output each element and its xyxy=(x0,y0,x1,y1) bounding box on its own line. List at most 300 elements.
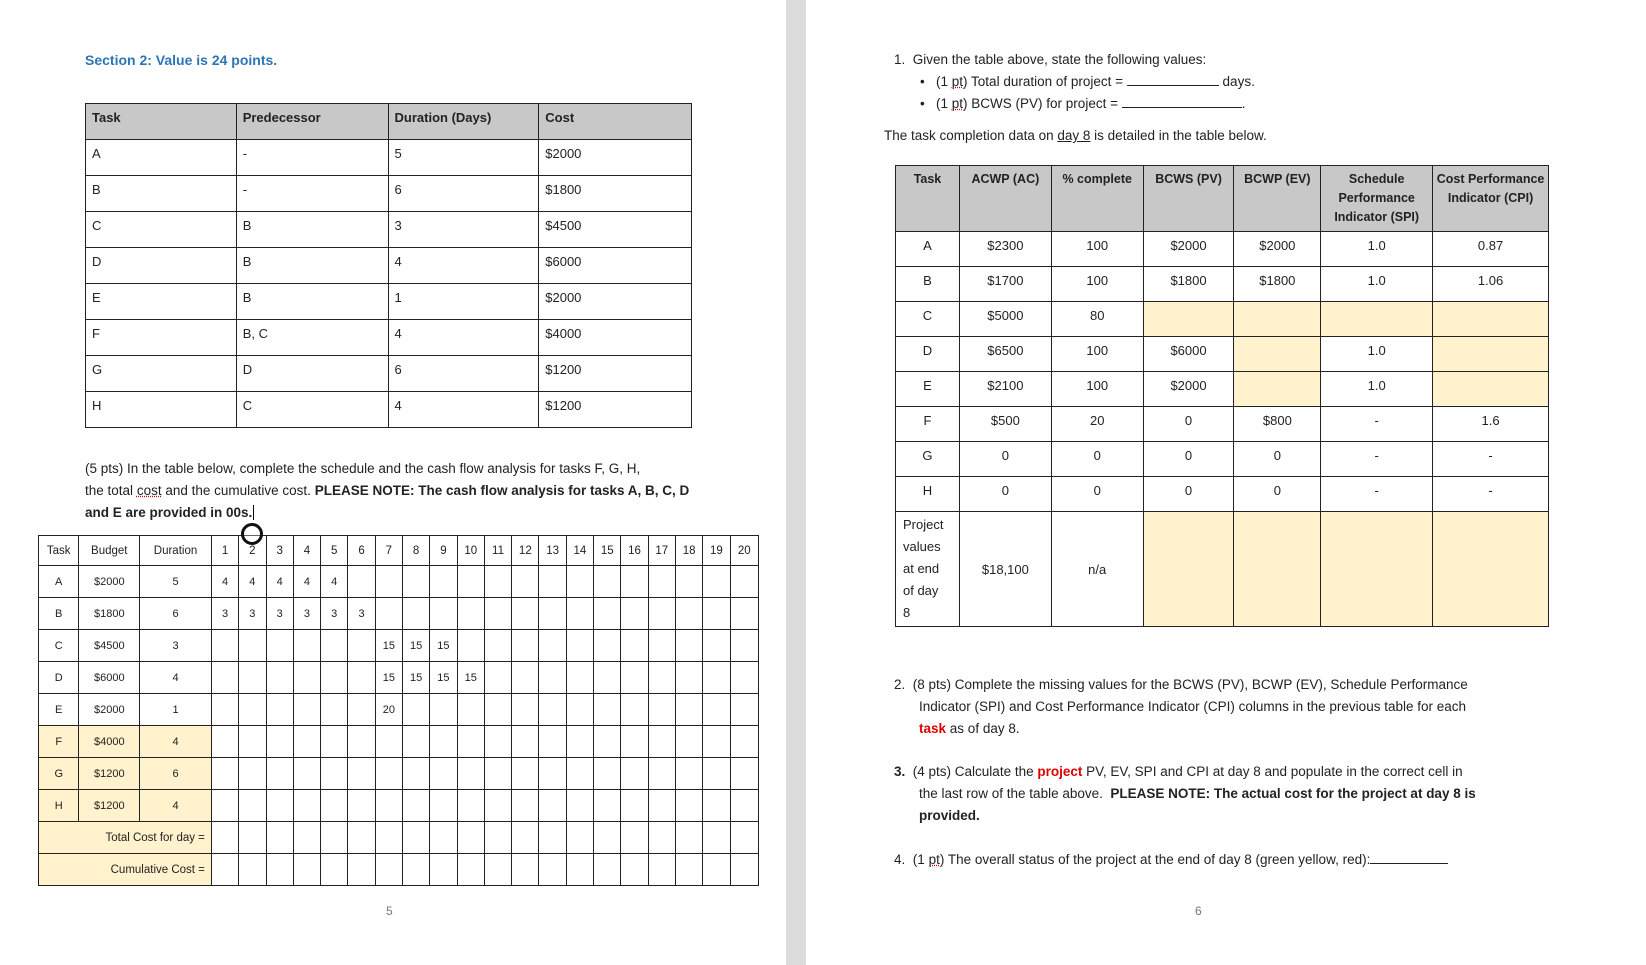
schedule-day-cell[interactable] xyxy=(512,726,539,758)
schedule-day-cell[interactable] xyxy=(566,758,593,790)
task-table-cell: 4 xyxy=(388,320,539,356)
schedule-day-cell[interactable] xyxy=(703,566,730,598)
schedule-day-cell[interactable] xyxy=(539,598,566,630)
schedule-day-cell[interactable] xyxy=(430,758,457,790)
bcws-blank[interactable] xyxy=(1122,94,1242,108)
schedule-task: G xyxy=(39,758,79,790)
schedule-day-cell[interactable] xyxy=(730,598,758,630)
schedule-day-cell[interactable] xyxy=(348,694,375,726)
schedule-summary-cell[interactable] xyxy=(703,854,730,886)
evm-table xyxy=(895,165,1549,627)
q3-number: 3. xyxy=(894,764,906,779)
schedule-day-cell[interactable] xyxy=(239,726,266,758)
schedule-day-cell[interactable] xyxy=(484,726,511,758)
schedule-summary-cell[interactable] xyxy=(321,854,348,886)
question-2 xyxy=(894,674,1614,740)
schedule-day-cell[interactable] xyxy=(621,630,648,662)
schedule-day-cell[interactable] xyxy=(239,662,266,694)
schedule-day-cell[interactable] xyxy=(402,758,429,790)
schedule-summary-cell[interactable] xyxy=(648,854,675,886)
schedule-day-cell[interactable]: 15 xyxy=(375,662,402,694)
schedule-day-cell[interactable] xyxy=(594,630,621,662)
schedule-header: 17 xyxy=(648,536,675,566)
schedule-day-cell[interactable] xyxy=(648,694,675,726)
evm-cell: - xyxy=(1321,407,1433,442)
instr-note-1: PLEASE NOTE: The cash flow analysis for tasks A, B, C, D xyxy=(314,483,690,498)
schedule-day-cell[interactable] xyxy=(594,566,621,598)
schedule-day-cell[interactable] xyxy=(539,694,566,726)
schedule-day-cell[interactable]: 15 xyxy=(430,630,457,662)
schedule-day-cell[interactable] xyxy=(402,566,429,598)
instr-text-2: the total xyxy=(85,483,134,498)
schedule-summary-cell[interactable] xyxy=(621,822,648,854)
evm-project-answer-cell[interactable] xyxy=(1143,512,1234,627)
schedule-day-cell[interactable] xyxy=(266,630,293,662)
schedule-day-cell[interactable] xyxy=(539,790,566,822)
schedule-day-cell[interactable] xyxy=(730,694,758,726)
schedule-day-cell[interactable] xyxy=(675,598,702,630)
evm-cell[interactable] xyxy=(1234,372,1321,407)
schedule-day-cell[interactable] xyxy=(648,630,675,662)
evm-header: BCWS (PV) xyxy=(1143,166,1234,232)
evm-project-row xyxy=(896,512,1549,627)
schedule-day-cell[interactable] xyxy=(648,566,675,598)
schedule-day-cell[interactable] xyxy=(648,662,675,694)
schedule-day-cell[interactable] xyxy=(239,790,266,822)
evm-cell[interactable] xyxy=(1234,337,1321,372)
schedule-day-cell[interactable] xyxy=(321,662,348,694)
evm-header: Schedule Performance Indicator (SPI) xyxy=(1321,166,1433,232)
schedule-day-cell[interactable] xyxy=(457,790,484,822)
schedule-header: 2 xyxy=(239,536,266,566)
schedule-header: 3 xyxy=(266,536,293,566)
schedule-day-cell[interactable] xyxy=(266,726,293,758)
q1-b2-text: BCWS (PV) for project = xyxy=(971,96,1118,111)
evm-cell: $2000 xyxy=(1143,232,1234,267)
schedule-day-cell[interactable]: 15 xyxy=(430,662,457,694)
evm-cell[interactable] xyxy=(1234,302,1321,337)
schedule-summary-cell[interactable] xyxy=(430,822,457,854)
schedule-day-cell[interactable]: 3 xyxy=(266,598,293,630)
schedule-summary-cell[interactable] xyxy=(348,854,375,886)
question-4 xyxy=(894,849,1614,871)
schedule-day-cell[interactable] xyxy=(457,726,484,758)
schedule-summary-cell[interactable] xyxy=(402,822,429,854)
schedule-day-cell[interactable] xyxy=(539,630,566,662)
schedule-day-cell[interactable] xyxy=(321,790,348,822)
schedule-day-cell[interactable] xyxy=(211,662,238,694)
schedule-day-cell[interactable] xyxy=(594,726,621,758)
schedule-budget: $6000 xyxy=(79,662,140,694)
schedule-day-cell[interactable] xyxy=(594,758,621,790)
schedule-day-cell[interactable] xyxy=(430,726,457,758)
q2-line1: (8 pts) Complete the missing values for the BCWS (PV), BCWP (EV), Schedule Performance xyxy=(912,677,1468,692)
schedule-day-cell[interactable] xyxy=(484,598,511,630)
task-table xyxy=(85,103,692,428)
schedule-summary-cell[interactable] xyxy=(239,822,266,854)
schedule-day-cell[interactable]: 3 xyxy=(211,598,238,630)
evm-cell[interactable] xyxy=(1433,337,1549,372)
schedule-summary-cell[interactable] xyxy=(675,854,702,886)
schedule-day-cell[interactable] xyxy=(293,790,320,822)
schedule-day-cell[interactable] xyxy=(293,662,320,694)
schedule-summary-cell[interactable] xyxy=(621,854,648,886)
schedule-header: 16 xyxy=(621,536,648,566)
evm-cell[interactable] xyxy=(1433,302,1549,337)
schedule-header: 8 xyxy=(402,536,429,566)
schedule-summary-cell[interactable] xyxy=(402,854,429,886)
schedule-day-cell[interactable] xyxy=(484,630,511,662)
schedule-summary-cell[interactable] xyxy=(539,822,566,854)
schedule-summary-cell[interactable] xyxy=(539,854,566,886)
evm-cell: 0 xyxy=(1143,407,1234,442)
schedule-day-cell[interactable]: 4 xyxy=(266,566,293,598)
schedule-day-cell[interactable] xyxy=(675,758,702,790)
evm-project-answer-cell[interactable] xyxy=(1321,512,1433,627)
schedule-summary-cell[interactable] xyxy=(675,822,702,854)
page-6 xyxy=(806,0,1646,965)
schedule-day-cell[interactable] xyxy=(675,566,702,598)
schedule-day-cell[interactable] xyxy=(266,758,293,790)
schedule-day-cell[interactable] xyxy=(348,662,375,694)
schedule-day-cell[interactable] xyxy=(321,694,348,726)
evm-row xyxy=(896,267,1549,302)
evm-cell: $1800 xyxy=(1143,267,1234,302)
schedule-summary-cell[interactable] xyxy=(266,854,293,886)
schedule-day-cell[interactable] xyxy=(457,694,484,726)
schedule-summary-cell[interactable] xyxy=(321,822,348,854)
evm-row xyxy=(896,372,1549,407)
schedule-day-cell[interactable] xyxy=(621,566,648,598)
schedule-day-cell[interactable] xyxy=(730,566,758,598)
schedule-day-cell[interactable] xyxy=(211,758,238,790)
evm-cell: $800 xyxy=(1234,407,1321,442)
schedule-day-cell[interactable] xyxy=(539,662,566,694)
schedule-day-cell[interactable] xyxy=(484,566,511,598)
schedule-summary-cell[interactable] xyxy=(730,822,758,854)
evm-cell[interactable] xyxy=(1321,302,1433,337)
schedule-day-cell[interactable] xyxy=(512,790,539,822)
schedule-summary-cell[interactable] xyxy=(430,854,457,886)
schedule-day-cell[interactable] xyxy=(648,790,675,822)
schedule-header: Duration xyxy=(140,536,212,566)
evm-project-pct: n/a xyxy=(1051,512,1143,627)
schedule-day-cell[interactable] xyxy=(402,726,429,758)
schedule-day-cell[interactable] xyxy=(730,790,758,822)
schedule-day-cell[interactable] xyxy=(239,758,266,790)
task-table-cell: $4000 xyxy=(539,320,692,356)
schedule-day-cell[interactable] xyxy=(375,726,402,758)
schedule-day-cell[interactable] xyxy=(211,790,238,822)
schedule-day-cell[interactable] xyxy=(730,662,758,694)
schedule-day-cell[interactable] xyxy=(211,630,238,662)
q4-number: 4. xyxy=(894,852,906,867)
schedule-summary-cell[interactable] xyxy=(484,822,511,854)
schedule-day-cell[interactable] xyxy=(239,694,266,726)
schedule-day-cell[interactable] xyxy=(348,758,375,790)
evm-cell: - xyxy=(1321,442,1433,477)
schedule-day-cell[interactable] xyxy=(621,598,648,630)
evm-cell: 1.0 xyxy=(1321,372,1433,407)
schedule-day-cell[interactable] xyxy=(703,726,730,758)
schedule-day-cell[interactable] xyxy=(430,694,457,726)
schedule-day-cell[interactable]: 20 xyxy=(375,694,402,726)
evm-cell: 1.0 xyxy=(1321,267,1433,302)
schedule-day-cell[interactable] xyxy=(430,790,457,822)
schedule-day-cell[interactable] xyxy=(484,790,511,822)
evm-cell: 100 xyxy=(1051,372,1143,407)
schedule-day-cell[interactable] xyxy=(703,598,730,630)
schedule-duration: 6 xyxy=(140,758,212,790)
schedule-day-cell[interactable] xyxy=(348,630,375,662)
schedule-row xyxy=(39,662,759,694)
evm-header: Cost Performance Indicator (CPI) xyxy=(1433,166,1549,232)
schedule-day-cell[interactable] xyxy=(594,662,621,694)
task-table-cell: 6 xyxy=(388,176,539,212)
schedule-summary-label: Cumulative Cost = xyxy=(39,854,212,886)
task-table-cell: B, C xyxy=(236,320,388,356)
task-table-cell: 4 xyxy=(388,248,539,284)
schedule-day-cell[interactable] xyxy=(321,630,348,662)
schedule-day-cell[interactable] xyxy=(402,694,429,726)
schedule-day-cell[interactable] xyxy=(675,790,702,822)
task-table-cell: F xyxy=(86,320,237,356)
schedule-day-cell[interactable] xyxy=(457,566,484,598)
task-table-row xyxy=(86,212,692,248)
schedule-day-cell[interactable] xyxy=(293,694,320,726)
task-table-cell: $4500 xyxy=(539,212,692,248)
schedule-summary-cell[interactable] xyxy=(648,822,675,854)
schedule-day-cell[interactable] xyxy=(703,790,730,822)
evm-cell: $6500 xyxy=(959,337,1051,372)
schedule-day-cell[interactable] xyxy=(321,758,348,790)
total-duration-blank[interactable] xyxy=(1127,72,1219,86)
schedule-day-cell[interactable] xyxy=(730,726,758,758)
schedule-summary-cell[interactable] xyxy=(566,822,593,854)
schedule-day-cell[interactable] xyxy=(512,566,539,598)
evm-cell[interactable] xyxy=(1143,302,1234,337)
schedule-day-cell[interactable]: 4 xyxy=(211,566,238,598)
schedule-day-cell[interactable] xyxy=(675,694,702,726)
schedule-day-cell[interactable] xyxy=(539,758,566,790)
schedule-day-cell[interactable] xyxy=(293,758,320,790)
schedule-day-cell[interactable] xyxy=(484,758,511,790)
evm-header: % complete xyxy=(1051,166,1143,232)
schedule-day-cell[interactable]: 3 xyxy=(293,598,320,630)
schedule-day-cell[interactable] xyxy=(703,694,730,726)
schedule-day-cell[interactable] xyxy=(402,790,429,822)
schedule-summary-cell[interactable] xyxy=(375,822,402,854)
schedule-header: Task xyxy=(39,536,79,566)
instr-word-cost: cost xyxy=(136,483,162,498)
evm-cell: 0 xyxy=(1143,477,1234,512)
schedule-day-cell[interactable] xyxy=(675,630,702,662)
schedule-summary-cell[interactable] xyxy=(703,822,730,854)
schedule-table xyxy=(38,535,759,886)
schedule-day-cell[interactable]: 4 xyxy=(293,566,320,598)
schedule-duration: 6 xyxy=(140,598,212,630)
schedule-header: 7 xyxy=(375,536,402,566)
schedule-day-cell[interactable] xyxy=(566,726,593,758)
schedule-row xyxy=(39,598,759,630)
schedule-summary-cell[interactable] xyxy=(348,822,375,854)
schedule-day-cell[interactable] xyxy=(512,758,539,790)
schedule-day-cell[interactable] xyxy=(621,726,648,758)
schedule-day-cell[interactable] xyxy=(375,758,402,790)
schedule-day-cell[interactable] xyxy=(484,662,511,694)
schedule-day-cell[interactable] xyxy=(621,790,648,822)
schedule-day-cell[interactable] xyxy=(266,694,293,726)
task-table-cell: - xyxy=(236,140,388,176)
schedule-summary-cell[interactable] xyxy=(293,854,320,886)
evm-project-label-line: at end xyxy=(903,561,940,576)
schedule-summary-cell[interactable] xyxy=(211,822,238,854)
evm-cell: 100 xyxy=(1051,267,1143,302)
schedule-summary-cell[interactable] xyxy=(512,854,539,886)
task-table-cell: G xyxy=(86,356,237,392)
schedule-day-cell[interactable] xyxy=(703,662,730,694)
schedule-task: A xyxy=(39,566,79,598)
schedule-summary-cell[interactable] xyxy=(293,822,320,854)
schedule-summary-row xyxy=(39,822,759,854)
schedule-day-cell[interactable] xyxy=(430,566,457,598)
schedule-summary-cell[interactable] xyxy=(211,854,238,886)
schedule-day-cell[interactable] xyxy=(293,630,320,662)
schedule-day-cell[interactable] xyxy=(566,630,593,662)
schedule-day-cell[interactable] xyxy=(457,758,484,790)
schedule-day-cell[interactable] xyxy=(512,598,539,630)
schedule-day-cell[interactable] xyxy=(239,630,266,662)
schedule-day-cell[interactable] xyxy=(512,662,539,694)
evm-project-answer-cell[interactable] xyxy=(1433,512,1549,627)
schedule-day-cell[interactable] xyxy=(211,694,238,726)
schedule-duration: 3 xyxy=(140,630,212,662)
schedule-day-cell[interactable]: 15 xyxy=(402,630,429,662)
schedule-day-cell[interactable] xyxy=(512,630,539,662)
schedule-day-cell[interactable] xyxy=(594,598,621,630)
task-table-cell: $1200 xyxy=(539,356,692,392)
schedule-summary-cell[interactable] xyxy=(566,854,593,886)
schedule-day-cell[interactable] xyxy=(321,726,348,758)
schedule-day-cell[interactable] xyxy=(648,598,675,630)
schedule-summary-cell[interactable] xyxy=(594,854,621,886)
schedule-day-cell[interactable]: 3 xyxy=(348,598,375,630)
schedule-summary-cell[interactable] xyxy=(375,854,402,886)
schedule-day-cell[interactable]: 15 xyxy=(457,662,484,694)
schedule-day-cell[interactable] xyxy=(348,566,375,598)
schedule-day-cell[interactable] xyxy=(348,726,375,758)
schedule-day-cell[interactable]: 15 xyxy=(402,662,429,694)
schedule-header: 12 xyxy=(512,536,539,566)
schedule-day-cell[interactable] xyxy=(211,726,238,758)
evm-project-label-line: 8 xyxy=(903,605,911,620)
schedule-day-cell[interactable] xyxy=(266,662,293,694)
schedule-day-cell[interactable] xyxy=(621,662,648,694)
schedule-summary-cell[interactable] xyxy=(512,822,539,854)
schedule-day-cell[interactable] xyxy=(730,758,758,790)
schedule-day-cell[interactable] xyxy=(594,790,621,822)
schedule-day-cell[interactable]: 4 xyxy=(239,566,266,598)
schedule-day-cell[interactable] xyxy=(402,598,429,630)
schedule-day-cell[interactable] xyxy=(566,790,593,822)
schedule-duration: 4 xyxy=(140,790,212,822)
schedule-row xyxy=(39,758,759,790)
schedule-day-cell[interactable] xyxy=(675,662,702,694)
schedule-day-cell[interactable]: 3 xyxy=(239,598,266,630)
schedule-day-cell[interactable] xyxy=(430,598,457,630)
schedule-day-cell[interactable] xyxy=(594,694,621,726)
schedule-row xyxy=(39,726,759,758)
schedule-task: B xyxy=(39,598,79,630)
schedule-day-cell[interactable] xyxy=(621,694,648,726)
task-table-cell: $2000 xyxy=(539,284,692,320)
schedule-summary-cell[interactable] xyxy=(484,854,511,886)
schedule-day-cell[interactable] xyxy=(566,566,593,598)
schedule-summary-cell[interactable] xyxy=(457,854,484,886)
schedule-day-cell[interactable] xyxy=(266,790,293,822)
evm-cell: 1.0 xyxy=(1321,232,1433,267)
schedule-day-cell[interactable] xyxy=(675,726,702,758)
q1-b1-text: Total duration of project = xyxy=(971,74,1124,89)
schedule-day-cell[interactable]: 4 xyxy=(321,566,348,598)
schedule-day-cell[interactable] xyxy=(648,758,675,790)
schedule-summary-cell[interactable] xyxy=(266,822,293,854)
schedule-day-cell[interactable] xyxy=(539,566,566,598)
schedule-day-cell[interactable] xyxy=(457,630,484,662)
schedule-day-cell[interactable] xyxy=(566,598,593,630)
q2-task-word: task xyxy=(919,721,947,736)
task-table-cell: 3 xyxy=(388,212,539,248)
evm-cell: G xyxy=(896,442,960,477)
schedule-day-cell[interactable] xyxy=(484,694,511,726)
evm-project-answer-cell[interactable] xyxy=(1234,512,1321,627)
schedule-day-cell[interactable] xyxy=(293,726,320,758)
schedule-day-cell[interactable] xyxy=(703,758,730,790)
evm-row xyxy=(896,337,1549,372)
schedule-day-cell[interactable] xyxy=(648,726,675,758)
schedule-day-cell[interactable] xyxy=(566,662,593,694)
schedule-summary-cell[interactable] xyxy=(457,822,484,854)
schedule-summary-cell[interactable] xyxy=(594,822,621,854)
schedule-day-cell[interactable] xyxy=(348,790,375,822)
schedule-day-cell[interactable] xyxy=(621,758,648,790)
schedule-summary-cell[interactable] xyxy=(730,854,758,886)
task-table-row xyxy=(86,356,692,392)
evm-cell[interactable] xyxy=(1433,372,1549,407)
evm-cell: 1.6 xyxy=(1433,407,1549,442)
evm-project-label-line: values xyxy=(903,539,941,554)
schedule-day-cell[interactable] xyxy=(703,630,730,662)
schedule-header: 20 xyxy=(730,536,758,566)
schedule-day-cell[interactable] xyxy=(512,694,539,726)
evm-header: BCWP (EV) xyxy=(1234,166,1321,232)
schedule-header: 1 xyxy=(211,536,238,566)
schedule-day-cell[interactable] xyxy=(730,630,758,662)
status-blank[interactable] xyxy=(1370,850,1448,864)
schedule-day-cell[interactable]: 3 xyxy=(321,598,348,630)
page-gap xyxy=(786,0,806,965)
q2-line2: Indicator (SPI) and Cost Performance Indicator (CPI) columns in the previous table for each xyxy=(919,699,1467,714)
schedule-day-cell[interactable]: 15 xyxy=(375,630,402,662)
schedule-day-cell[interactable] xyxy=(375,790,402,822)
schedule-day-cell[interactable] xyxy=(566,694,593,726)
q4-pt: pt) xyxy=(928,852,945,867)
schedule-day-cell[interactable] xyxy=(539,726,566,758)
schedule-summary-cell[interactable] xyxy=(239,854,266,886)
schedule-day-cell[interactable] xyxy=(375,566,402,598)
schedule-day-cell[interactable] xyxy=(457,598,484,630)
schedule-day-cell[interactable] xyxy=(375,598,402,630)
